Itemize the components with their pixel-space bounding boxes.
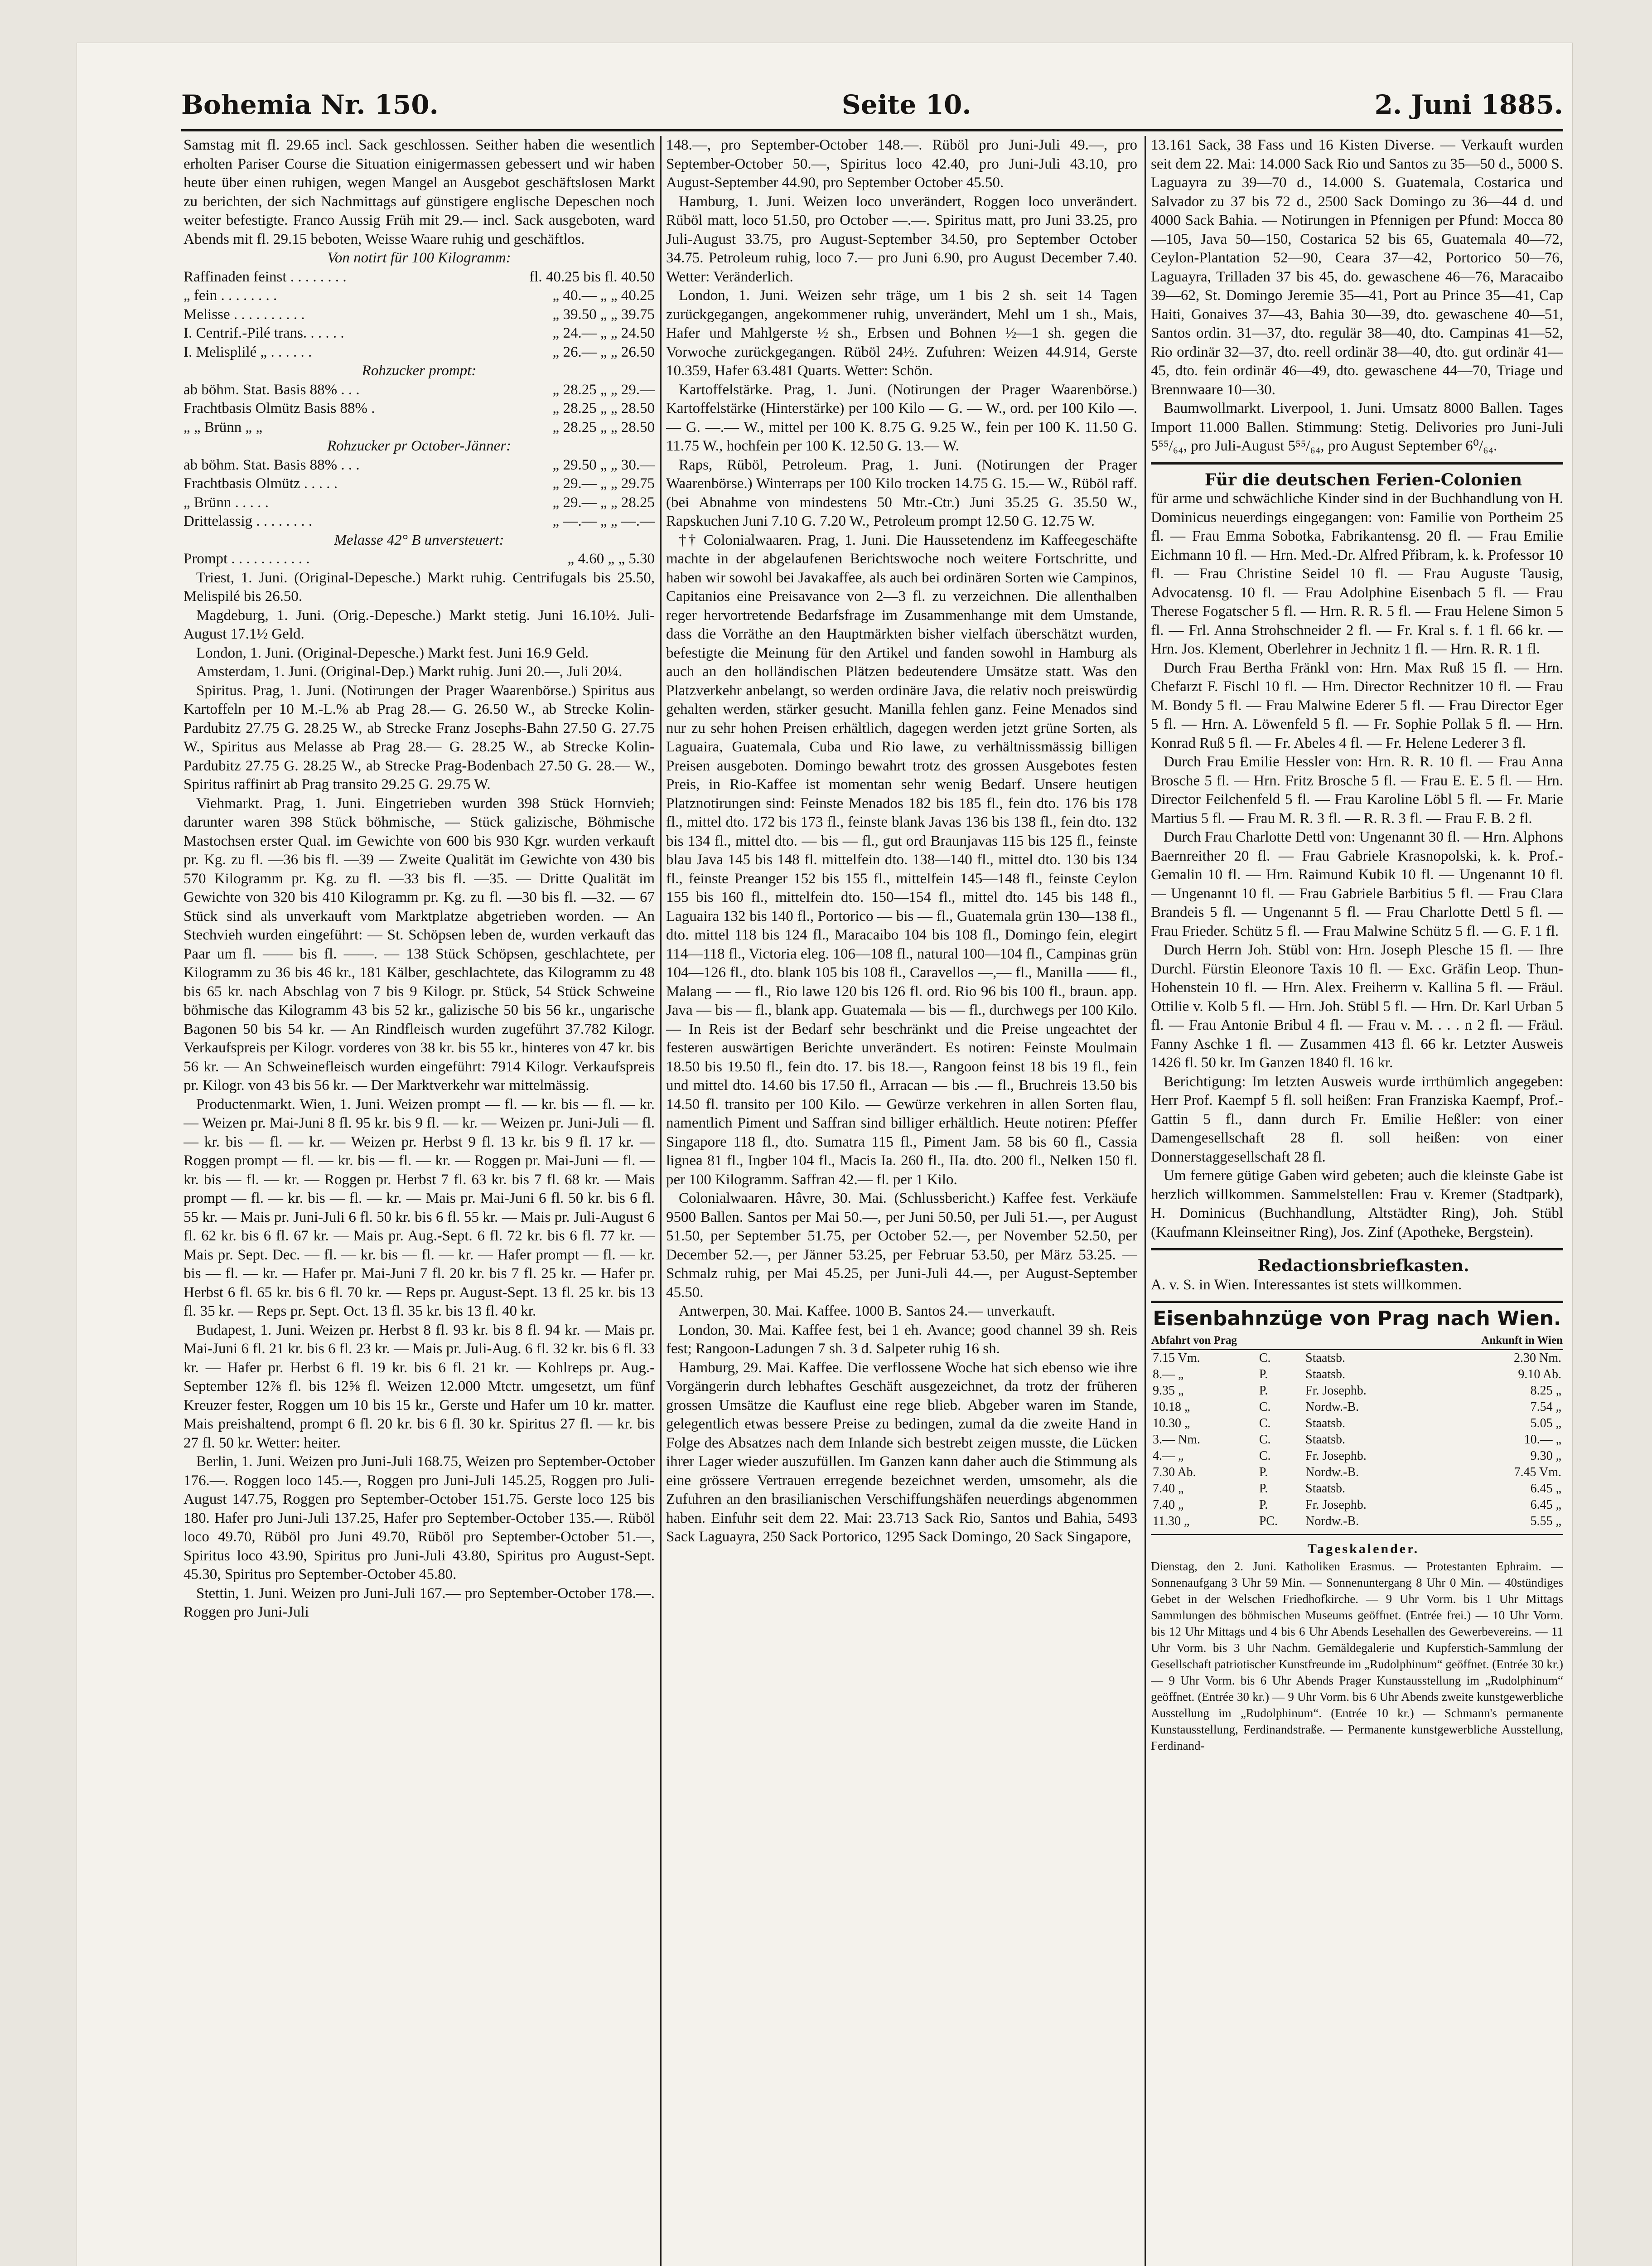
table-row: „ „ Brünn „ „ „ 28.25 „ „ 28.50 [184, 419, 655, 436]
table-row: 10.18 „ C. Nordw.-B. 7.54 „ [1153, 1399, 1561, 1414]
market-report: Kartoffelstärke. Prag, 1. Juni. (Notirungen der Prager Waarenbörse.) Kartoffelstärke (Hinterstärke) per 100 Kilo — G. — W., ord. per 100 Kilo —.— G. —.— W., mittel per 100 K. 8.75 G. 9.25 W., fein per 100 K. 11.50 G. 11.75 W., hochfein per 100 K. 12.50 G. 13.— W. [666, 381, 1137, 454]
market-report: Colonialwaaren. Hâvre, 30. Mai. (Schlussbericht.) Kaffee fest. Verkäufe 9500 Ballen. Santos per Mai 50.—, per Juni 50.50, per Juli 51.—, per August 51.50, per September 51.75, per October 52.—, per November 52.50, per December 52.—, per Jänner 53.25, per Februar 53.50, per März 53.25. — Schmalz ruhig, per Mai 45.25, per Juni-Juli 44.—, per August-September 45.50. [666, 1190, 1137, 1301]
rohzucker-okt-heading: Rohzucker pr October-Jänner: [327, 438, 512, 454]
masthead-issue: Bohemia Nr. 150. [181, 89, 439, 120]
section-rule [1151, 1301, 1563, 1303]
redaction-text: A. v. S. in Wien. Interessantes ist stets willkommen. [1151, 1276, 1462, 1293]
table-row: 10.30 „ C. Staatsb. 5.05 „ [1153, 1416, 1561, 1430]
table-row: 7.40 „ P. Fr. Josephb. 6.45 „ [1153, 1497, 1561, 1512]
column-2 [666, 136, 1137, 2266]
page-number: Seite 10. [841, 89, 971, 120]
rohzucker-okt-table [184, 456, 655, 531]
tageskalender-text: Dienstag, den 2. Juni. Katholiken Erasmus. — Protestanten Ephraim. — Sonnenaufgang 3 Uhr 59 Min. — Sonnenuntergang 8 Uhr 0 Min. — 40stündiges Gebet in der Welschen Friedhofkirche. — 9 Uhr Vorm. bis 1 Uhr Mittags Sammlungen des böhmischen Museums geöffnet. (Entrée frei.) — 10 Uhr Vorm. bis 12 Uhr Mittags und 4 bis 6 Uhr Abends Lesehallen des Gewerbevereins. — 11 Uhr Vorm. bis 3 Uhr Nachm. Gemäldegalerie und Kupferstich-Sammlung der Gesellschaft patriotischer Kunstfreunde im „Rudolphinum“ geöffnet. (Entrée 30 kr.) — 9 Uhr Vorm. bis 6 Uhr Abends Prager Kunstausstellung im „Rudolphinum“ geöffnet. (Entrée 30 kr.) — 9 Uhr Vorm. bis 6 Uhr Abends zweite kunstgewerbliche Ausstellung im „Rudolphinum“. (Entrée 10 kr.) — Schmann's permanente Kunstausstellung, Ferdinandstraße. — Permanente kunstgewerbliche Ausstellung, Ferdinand- [1151, 1559, 1563, 1753]
market-report: Hamburg, 1. Juni. Weizen loco unverändert, Roggen loco unverändert. Rüböl matt, loco 51.50, pro October —.—. Spiritus matt, pro Juni 33.25, pro Juli-August 33.75, pro August-September 34.50, pro September October 34.75. Petroleum ruhig, loco 7.— pro Juni 6.90, pro August December 7.40. Wetter: Veränderlich. [666, 193, 1137, 285]
table-row: 7.40 „ P. Staatsb. 6.45 „ [1153, 1481, 1561, 1496]
market-report: Berlin, 1. Juni. Weizen pro Juni-Juli 168.75, Weizen pro September-October 176.—. Roggen loco 145.—, Roggen pro Juni-Juli 145.25, Roggen pro Juli-August 147.75, Roggen pro September-October 151.75. Gerste loco 125 bis 180. Hafer pro Juni-Juli 137.25, Hafer pro September-October 135.—. Rüböl loco 49.70, Rüböl pro Juni 49.70, Rüböl pro September-October 51.—, Spiritus loco 43.90, Spiritus pro Juni-Juli 43.80, Spiritus pro August-Sept. 45.30, Spiritus pro September-October 45.80. [184, 1453, 655, 1583]
melasse-table [184, 550, 655, 569]
market-report: Raps, Rüböl, Petroleum. Prag, 1. Juni. (Notirungen der Prager Waarenbörse.) Winterraps per 100 Kilo trocken 14.75 G. 15.— W., Rüböl raff. (bei Abnahme von mindestens 50 Mtr.-Ctr.) Juni 35.25 G. 35.50 W., Rapskuchen Juni 7.10 G. 7.20 W., Petroleum prompt 12.50 G. 12.75 W. [666, 456, 1137, 529]
table-row: 7.15 Vm. C. Staatsb. 2.30 Nm. [1153, 1351, 1561, 1365]
market-report: †† Colonialwaaren. Prag, 1. Juni. Die Haussetendenz im Kaffeegeschäfte machte in der abgelaufenen Berichtswoche noch weitere Fortschritte, und haben wir sowohl bei Javakaffee, als auch bei ordinären Sorten wie Campinos, Capitanios eine Preisavance von 2—3 fl. zu verzeichnen. Die allenthalben reger hervortretende Bedarfsfrage im Zusammenhange mit dem Umstande, dass die Vorräthe an den Hauptmärkten bisher vielfach überschätzt wurden, befestigte die Meinung für den Artikel und fanden sowohl in Hamburg als auch an den holländischen Plätzen bedeutendere Umsätze statt. Was den Platzverkehr anbelangt, so werden ordinäre Java, die relativ noch preiswürdig gehalten werden, stärker gesucht. Manilla fehlen ganz. Feine Menados sind nur zu sehr hohen Preisen erhältlich, dagegen werden jetzt grüne Sorten, als Laguaira, Guatemala, Cuba und Rio lawe, zu verhältnissmässig billigen Preisen ausgeboten. Domingo bewahrt trotz des grossen Ausgebotes festen Preis, in Rio-Kaffee ist momentan sehr wenig Bedarf. Unsere heutigen Platznotirungen sind: Feinste Menados 182 bis 185 fl., fein dto. 176 bis 178 fl., mittel dto. 172 bis 173 fl., feinste blank Javas 136 bis 138 fl., fein dto. 132 bis 134 fl., mittel dto. — bis — fl., gut ord Braunjavas 115 bis 125 fl., feinste blau Java 145 bis 148 fl. mittelfein dto. 138—140 fl., mittel dto. 130 bis 134 fl., feinste Preanger 152 bis 155 fl., mittelfein 145—148 fl., feinste Ceylon 155 bis 160 fl., mittelfein dto. 150—154 fl., mittel dto. 145 bis 148 fl., Laguaira 132 bis 140 fl., Portorico — bis — fl., Guatemala grün 130—138 fl., dto. mittel 118 bis 124 fl., Maracaibo 104 bis 108 fl., Domingo fein, elegirt 114—118 fl., Victoria eleg. 106—108 fl., natural 100—104 fl., Campinas grün 104—126 fl., dto. blank 105 bis 108 fl., Caravellos —,— fl., Manilla —— fl., Malang — — fl., Rio lawe 120 bis 126 fl. ord. Rio 96 bis 100 fl., braun. app. Java — bis — fl., blank app. Guatemala — bis — fl., durchwegs per 100 Kilo. — In Reis ist der Bedarf sehr beschränkt und die Preise ungeachtet der festeren auswärtigen Berichte unverändert. Es notiren: Feinste Moulmain 18.50 bis 19.50 fl., fein dto. 17. bis 18.—, Rangoon feinst 18 bis 19 fl., fein und mittel dto. 14.60 bis 17.50 fl., Arracan — bis .— fl., Bruchreis 13.50 bis 14.50 fl. transito per 100 Kilo. — Gewürze verkehren in allen Sorten flau, namentlich Piment und Saffran sind billiger erhältlich. Heute notiren: Pfeffer Singapore 118 fl., dto. Sumatra 115 fl., Piment Jam. 58 bis 60 fl., Cassia lignea 81 fl., Ingber 104 fl., Macis Ia. 260 fl., IIa. dto. 200 fl., Nelken 150 fl. per 100 Kilogramm. Saffran 42.— fl. per 1 Kilo. [666, 532, 1137, 1188]
ferien-title: Für die deutschen Ferien-Colonien [1204, 470, 1522, 489]
train-timetable [1151, 1332, 1563, 1530]
market-report: Budapest, 1. Juni. Weizen pr. Herbst 8 fl. 93 kr. bis 8 fl. 94 kr. — Mais pr. Mai-Juni 6 fl. 21 kr. bis 6 fl. 23 kr. — Mais pr. Juli-Aug. 6 fl. 32 kr. bis 6 fl. 33 kr. — Hafer pr. Herbst 6 fl. 19 kr. bis 6 fl. 21 kr. — Kohlreps pr. Aug.-September 12⅞ fl. bis 12⅝ fl. Weizen 12.000 Mtctr. umgesetzt, um fünf Kreuzer fester, Roggen um 10 bis 15 kr., Gerste und Hafer um 10 kr. matter. Mais preishaltend, prompt 6 fl. 20 kr. bis 6 fl. 30 kr. Spiritus 27 fl. — kr. bis 27 fl. 50 kr. Wetter: heiter. [184, 1322, 655, 1451]
column-header: Ankunft in Wien [1418, 1332, 1563, 1350]
market-report: London, 30. Mai. Kaffee fest, bei 1 eh. Avance; good channel 39 sh. Reis fest; Rangoon-Ladungen 7 sh. 3 d. Salpeter ruhig 16 sh. [666, 1322, 1137, 1357]
column-3 [1151, 136, 1563, 2266]
sugar-intro: Samstag mit fl. 29.65 incl. Sack geschlossen. Seither haben die wesentlich erholten Pariser Course die Situation einigermassen gebessert und wir haben heute über einen ruhigen, wegen Mangel an Ausgebot geschäftslosen Markt zu berichten, der sich Nachmittags auf günstigere englische Depeschen noch weiter befestigte. Franco Aussig Früh mit 29.— incl. Sack ausgeboten, ward Abends mit fl. 29.15 beboten, Weisse Waare ruhig und geschäftlos. [184, 137, 655, 247]
market-report: Magdeburg, 1. Juni. (Orig.-Depesche.) Markt stetig. Juni 16.10½. Juli-August 17.1½ Geld. [184, 607, 655, 642]
header-rule [181, 129, 1563, 131]
table-row: 11.30 „ PC. Nordw.-B. 5.55 „ [1153, 1514, 1561, 1528]
cotton-report: Baumwollmarkt. Liverpool, 1. Juni. Umsatz 8000 Ballen. Tages Import 11.000 Ballen. Stimmung: Stetig. Delivories pro Juni-Juli 5⁵⁵/₆₄, pro Juli-August 5⁵⁵/₆₄, pro August September 6⁰/₆₄. [1151, 400, 1563, 454]
page-header [181, 61, 1572, 120]
section-rule [1151, 462, 1563, 465]
market-report: Hamburg, 29. Mai. Kaffee. Die verflossene Woche hat sich ebenso wie ihre Vorgängerin durch lebhaftes Geschäft ausgezeichnet, da trotz der früheren grossen Umsätze die Kauflust eine rege blieb. Abgeber waren im Stande, gelegentlich etwas bessere Preise zu bedingen, zumal da die zweite Hand in Folge des Absatzes nach dem Inlande sich bestrebt zeigen musste, die Lücken ihrer Lager wieder auszufüllen. Im Ganzen kann daher auch die Stimmung als eine grössere Vertrauen erregende bezeichnet werden, umsomehr, als die Zufuhren an den brasilianischen Verschiffungshäfen neuerdings abgenommen haben. Einfuhr seit dem 22. Mai: 23.713 Sack Rio, Santos und Bahia, 5493 Sack Laguayra, 250 Sack Portorico, 1295 Sack Domingo, 20 Sack Singapore, [666, 1359, 1137, 1545]
table-row: Frachtbasis Olmütz Basis 88% . „ 28.25 „ „ 28.50 [184, 400, 655, 416]
correction-note: Berichtigung: Im letzten Ausweis wurde irrthümlich angegeben: Herr Prof. Kaempf 5 fl. soll heißen: Fran Franziska Kaempf, Prof.-Gattin 5 fl., dann durch Fr. Emilie Heßler: von einer Damengesellschaft 28 fl. soll heißen: von einer Donnerstaggesellschaft 28 fl. [1151, 1073, 1563, 1165]
table-row: „ fein . . . . . . . . „ 40.— „ „ 40.25 [184, 287, 655, 304]
column-divider [660, 136, 662, 2266]
redaction-title: Redactionsbriefkasten. [1257, 1256, 1469, 1275]
column-divider [1145, 136, 1146, 2266]
table-row: I. Melisplilé „ . . . . . . „ 26.— „ „ 26.50 [184, 344, 655, 360]
column-1 [184, 136, 655, 2266]
melasse-heading: Melasse 42° B unversteuert: [334, 532, 504, 548]
table-row: 3.— Nm. C. Staatsb. 10.— „ [1153, 1432, 1561, 1447]
market-report: 148.—, pro September-October 148.—. Rüböl pro Juni-Juli 49.—, pro September-October 50.—, Spiritus loco 42.40, pro Juni-Juli 43.10, pro August-September 44.90, pro September October 45.50. [666, 137, 1137, 191]
appeal-note: Um fernere gütige Gaben wird gebeten; auch die kleinste Gabe ist herzlich willkommen. Sammelstellen: Frau v. Kremer (Stadtpark), H. Dominicus (Buchhandlung, Altstädter Ring), Joh. Stübl (Kaufmann Kleinseitner Ring), Jos. Zinf (Apotheke, Bergstein). [1151, 1167, 1563, 1240]
table-row: Raffinaden feinst . . . . . . . . fl. 40.25 bis fl. 40.50 [184, 268, 655, 285]
market-report: London, 1. Juni. (Original-Depesche.) Markt fest. Juni 16.9 Geld. [196, 644, 589, 661]
rohzucker-heading: Rohzucker prompt: [362, 363, 477, 379]
donation-list: Durch Frau Charlotte Dettl von: Ungenannt 30 fl. — Hrn. Alphons Baernreither 20 fl. — Frau Gabriele Krasnopolski, k. k. Prof.-Gemalin 10 fl. — Hrn. Raimund Kubik 10 fl. — Ungenannt 10 fl. — Ungenannt 10 fl. — Frau Gabriele Barbitius 5 fl. — Frau Clara Brandeis 5 fl. — Ungenannt 5 fl. — Frau Charlotte Dettl 5 fl. — Frau Frieder. Schütz 5 fl. — Frau Malwine Schütz 5 fl. — G. F. 1 fl. [1151, 829, 1563, 939]
table-row: Melisse . . . . . . . . . . „ 39.50 „ „ 39.75 [184, 306, 655, 323]
column-header: Abfahrt von Prag [1151, 1332, 1304, 1350]
market-report: London, 1. Juni. Weizen sehr träge, um 1 bis 2 sh. seit 14 Tagen zurückgegangen, angekommener ruhig, unverändert, Mehl um 1 sh., Mais, Hafer und Mahlgerste ½ sh., Erbsen und Bohnen ½—1 sh. gegen die Vorwoche zurückgegangen. Rüböl 24½. Zufuhren: Weizen 44.914, Gerste 10.359, Hafer 63.481 Quarts. Wetter: Schön. [666, 287, 1137, 379]
table-row: I. Centrif.-Pilé trans. . . . . . „ 24.— „ „ 24.50 [184, 325, 655, 341]
donation-list: Durch Frau Bertha Fränkl von: Hrn. Max Ruß 15 fl. — Hrn. Chefarzt F. Fischl 10 fl. — Hrn. Director Rechnitzer 10 fl. — Frau M. Bondy 5 fl. — Frau Malwine Ederer 5 fl. — Frau Director Eger 5 fl. — Hrn. A. Löwenfeld 5 fl. — Fr. Sophie Pollak 5 fl. — Hrn. Konrad Ruß 5 fl. — Fr. Abeles 4 fl. — Fr. Helene Lederer 3 fl. [1151, 659, 1563, 751]
table-row: „ Brünn . . . . . „ 29.— „ „ 28.25 [184, 494, 655, 511]
market-report: Stettin, 1. Juni. Weizen pro Juni-Juli 167.— pro September-October 178.—. Roggen pro Juni-Juli [184, 1585, 655, 1620]
market-report: Antwerpen, 30. Mai. Kaffee. 1000 B. Santos 24.— unverkauft. [679, 1303, 1055, 1319]
table-row: 4.— „ C. Fr. Josephb. 9.30 „ [1153, 1448, 1561, 1463]
donation-list: für arme und schwächliche Kinder sind in der Buchhandlung von H. Dominicus neuerdings eingegangen: von: Familie von Portheim 25 fl. — Frau Emma Sobotka, Fabrikantensg. 20 fl. — Frau Emilie Eichmann 10 fl. — Hrn. Med.-Dr. Alfred Přibram, k. k. Professor 10 fl. — Frau Christine Seidel 10 fl. — Frau Auguste Tausig, Advocatensg. 10 fl. — Frau Adolphine Eisenbach 5 fl. — Frau Therese Fogatscher 5 fl. — Hrn. R. R. 5 fl. — Frau Helene Simon 5 fl. — Frl. Anna Strohschneider 2 fl. — Fr. Kral s. f. 1 fl. 66 kr. — Hrn. Jos. Klement, Oberlehrer in Jechnitz 1 fl. — Hrn. R. R. 1 fl. [1151, 490, 1563, 657]
issue-date: 2. Juni 1885. [1374, 89, 1563, 120]
market-report: Triest, 1. Juni. (Original-Depesche.) Markt ruhig. Centrifugals bis 25.50, Melispilé bis 26.50. [184, 569, 655, 605]
price-heading: Von notirt für 100 Kilogramm: [327, 250, 511, 266]
donation-list: Durch Herrn Joh. Stübl von: Hrn. Joseph Plesche 15 fl. — Ihre Durchl. Fürstin Eleonore Taxis 10 fl. — Exc. Gräfin Leop. Thun-Hohenstein 10 fl. — Hrn. Alex. Freiherrn v. Kallina 5 fl. — Fräul. Ottilie v. Kolb 5 fl. — Hrn. Joh. Stübl 5 fl. — Hrn. Dr. Karl Urban 5 fl. — Frau Antonie Bribul 4 fl. — Frau v. M. . . . n 2 fl. — Fräul. Fanny Aschke 1 fl. — Zusammen 413 fl. 66 kr. Letzter Ausweis 1426 fl. 50 kr. Im Ganzen 1840 fl. 16 kr. [1151, 942, 1563, 1071]
table-row: Prompt . . . . . . . . . . . „ 4.60 „ „ 5.30 [184, 551, 655, 567]
section-rule [1151, 1248, 1563, 1250]
table-row: ab böhm. Stat. Basis 88% . . . „ 28.25 „ „ 29.— [184, 381, 655, 398]
table-row: Drittelassig . . . . . . . . „ —.— „ „ —.— [184, 513, 655, 529]
newspaper-page [77, 43, 1572, 2266]
market-report: Productenmarkt. Wien, 1. Juni. Weizen prompt — fl. — kr. bis — fl. — kr. — Weizen pr. Mai-Juni 8 fl. 95 kr. bis 9 fl. — kr. — Weizen pr. Juni-Juli — fl. — kr. bis — fl. — kr. — Weizen pr. Herbst 9 fl. 13 kr. bis 9 fl. 17 kr. — Roggen prompt — fl. — kr. bis — fl. — kr. — Roggen pr. Mai-Juni — fl. — kr. bis — fl. — kr. — Roggen pr. Herbst 7 fl. 63 kr. bis 7 fl. 68 kr. — Mais prompt — fl. — kr. bis — fl. — kr. — Mais pr. Mai-Juni 6 fl. 50 kr. bis 6 fl. 55 kr. — Mais pr. Juni-Juli 6 fl. 50 kr. bis 6 fl. 55 kr. — Mais pr. Juli-August 6 fl. 62 kr. bis 6 fl. 67 kr. — Mais pr. Aug.-Sept. 6 fl. 72 kr. bis 6 fl. 77 kr. — Mais pr. Sept. Dec. — fl. — kr. bis — fl. — kr. — Hafer prompt — fl. — kr. bis — fl. — kr. — Hafer pr. Mai-Juni 7 fl. 20 kr. bis 7 fl. 25 kr. — Hafer pr. Herbst 6 fl. 65 kr. bis 6 fl. 70 kr. — Reps pr. August-Sept. 13 fl. 25 kr. bis 13 fl. 35 kr. — Reps pr. Sept. Oct. 13 fl. 35 kr. bis 13 fl. 40 kr. [184, 1096, 655, 1319]
market-report: Spiritus. Prag, 1. Juni. (Notirungen der Prager Waarenbörse.) Spiritus aus Kartoffeln per 10 M.-L.% ab Prag 28.— G. 26.50 W., ab Strecke Kolin-Pardubitz 27.75 G. 28.25 W., ab Strecke Franz Josephs-Bahn 27.50 G. 27.75 W., Spiritus aus Melasse ab Prag 28.— G. 28.25 W., ab Strecke Kolin-Pardubitz 27.75 G. 28.25 W., ab Strecke Prag-Bodenbach 27.50 G. 28.— W., Spiritus raffinirt ab Prag transito 29.25 G. 29.75 W. [184, 682, 655, 793]
rohzucker-table [184, 381, 655, 437]
tageskalender-title: Tageskalender. [1307, 1541, 1420, 1556]
table-row: 7.30 Ab. P. Nordw.-B. 7.45 Vm. [1153, 1465, 1561, 1479]
train-title: Eisenbahnzüge von Prag nach Wien. [1153, 1307, 1561, 1330]
table-header-row [1151, 1332, 1563, 1350]
table-row: 9.35 „ P. Fr. Josephb. 8.25 „ [1153, 1383, 1561, 1398]
table-row: Frachtbasis Olmütz . . . . . „ 29.— „ „ 29.75 [184, 475, 655, 492]
section-rule [1151, 1534, 1563, 1535]
table-row: ab böhm. Stat. Basis 88% . . . „ 29.50 „ „ 30.— [184, 456, 655, 473]
table-row: 8.— „ P. Staatsb. 9.10 Ab. [1153, 1367, 1561, 1381]
market-report: Viehmarkt. Prag, 1. Juni. Eingetrieben wurden 398 Stück Hornvieh; darunter waren 398 Stück böhmische, — Stück galizische, Böhmische Mastochsen erster Qual. im Gewichte von 600 bis 930 Kgr. wurden verkauft pr. Kg. zu fl. —36 bis fl. —39 — Zweite Qualität im Gewichte von 430 bis 570 Kilogramm pr. Kg. zu fl. —33 bis fl. —35. — Dritte Qualität im Gewichte von 320 bis 410 Kilogramm pr. Kg. zu fl. —30 bis fl. —32. — 67 Stück sind als unverkauft vom Marktplatze abgetrieben worden. — An Stechvieh wurden eingeführt: — St. Schöpsen leben de, wurden verkauft das Paar um fl. —— bis fl. ——. — 138 Stück Schöpsen, geschlachtete, per Kilogramm zu 36 bis 46 kr., 181 Kälber, geschlachtete, das Kilogramm zu 48 bis 65 kr. nach Abschlag von 7 bis 9 Kilogr. pr. Stück, 54 Stück Schweine böhmische das Kilogramm 43 bis 52 kr., galizische 50 bis 56 kr., ungarische Bagonen 50 bis 54 kr. — An Rindfleisch wurden zugeführt 37.782 Kilogr. Verkaufspreis per Kilogr. vorderes von 38 kr. bis 55 kr., hinteres von 47 kr. bis 56 kr. — An Schweinefleisch wurden eingeführt: 7914 Kilogr. Verkaufspreis pr. Kilogr. von 43 bis 56 kr. — Der Marktverkehr war mittelmässig. [184, 795, 655, 1094]
market-report: Amsterdam, 1. Juni. (Original-Dep.) Markt ruhig. Juni 20.—, Juli 20¼. [196, 663, 623, 680]
coffee-report: 13.161 Sack, 38 Fass und 16 Kisten Diverse. — Verkauft wurden seit dem 22. Mai: 14.000 Sack Rio und Santos zu 35—50 d., 5000 S. Laguayra zu 39—70 d., 14.000 S. Guatemala, Costarica und Salvador zu 37 bis 72 d., 2500 Sack Domingo zu 36—44 d. und 4000 Sack Bahia. — Notirungen in Pfennigen per Pfund: Mocca 80—105, Java 50—150, Costarica 52 bis 65, Guatemala 40—72, Ceylon-Plantation 52—90, Ceara 37—42, Portorico 50—76, Laguayra, Trilladen 37 bis 45, do. gewaschene 46—76, Maracaibo 39—62, St. Domingo Jeremie 35—41, Port au Prince 35—41, Cap Haiti, Gonaives 37—43, Bahia 30—39, dto. gewaschene 40—51, Santos ordin. 31—37, dto. regulär 38—40, dto. Campinas 41—52, Rio ordinär 32—37, dto. reell ordinär 38—40, dto. gut ordinär 41—45, dto. fein ordinär 46—49, dto. gewaschene 44—70, Triage und Brennwaare 10—30. [1151, 137, 1563, 398]
sugar-price-table [184, 268, 655, 362]
donation-list: Durch Frau Emilie Hessler von: Hrn. R. R. 10 fl. — Frau Anna Brosche 5 fl. — Hrn. Fritz Brosche 5 fl. — Frau E. E. 5 fl. — Hrn. Director Feilchenfeld 5 fl. — Frau Karoline Löbl 5 fl. — Fr. Marie Martius 5 fl. — Frau M. R. 3 fl. — R. R. 3 fl. — Frau F. B. 2 fl. [1151, 754, 1563, 827]
